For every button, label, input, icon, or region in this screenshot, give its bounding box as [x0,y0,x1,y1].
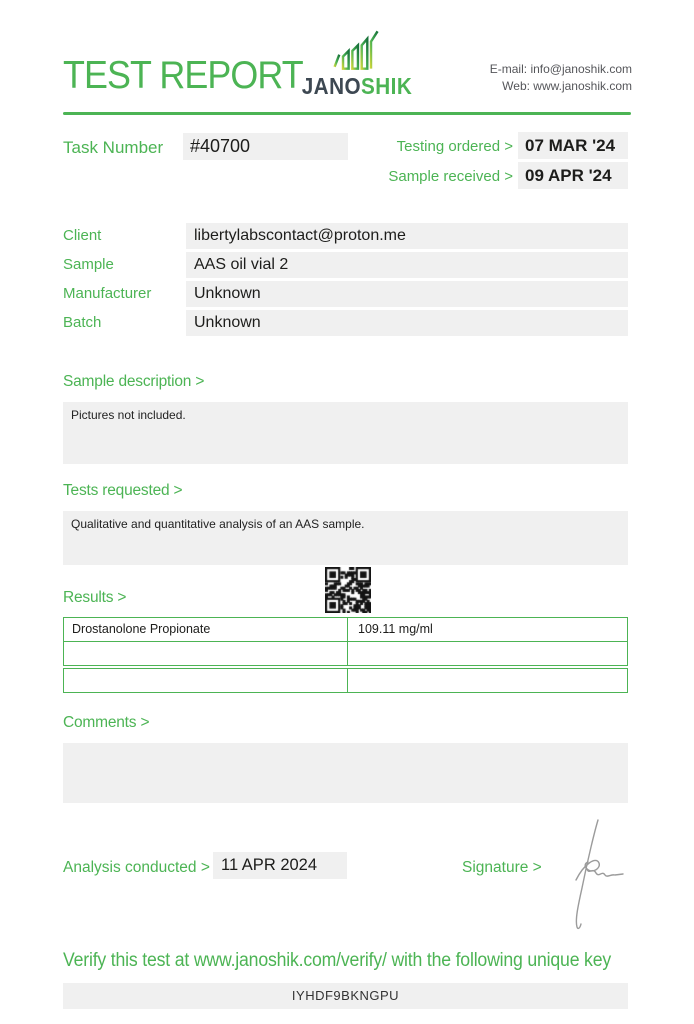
unique-key-value: IYHDF9BKNGPU [63,983,628,1009]
table-row [63,617,628,642]
contact-info [490,61,632,95]
sample-received-value: 09 APR '24 [518,162,628,189]
signature-image [552,814,630,936]
header-divider [63,112,631,115]
testing-ordered-value: 07 MAR '24 [518,132,628,159]
result-cell: 109.11 mg/ml [358,622,433,636]
table-row [63,668,628,693]
analysis-date-value: 11 APR 2024 [213,852,347,879]
brand-name-right: SHIK [361,73,413,99]
signature-label: Signature > [462,859,542,876]
table-row [63,641,628,666]
web-value: www.janoshik.com [533,79,632,93]
sample-description-heading: Sample description > [63,373,205,390]
brand-name [299,73,416,100]
analyte-cell [64,642,348,665]
comments-heading: Comments > [63,714,150,731]
page-title: TEST REPORT [63,54,303,97]
tests-requested-heading: Tests requested > [63,482,183,499]
sample-label: Sample [63,256,114,273]
brand-name-left: JANO [301,73,362,99]
sample-description-box: Pictures not included. [63,402,628,464]
manufacturer-value: Unknown [186,281,628,307]
results-table [63,617,628,693]
email-value: info@janoshik.com [530,62,632,76]
email-label: E-mail: [489,62,528,76]
client-label: Client [63,227,102,244]
batch-value: Unknown [186,310,628,336]
comments-box [63,743,628,803]
tests-requested-box: Qualitative and quantitative analysis of an AAS sample. [63,511,628,565]
batch-label: Batch [63,314,102,331]
bar-chart-growth-icon [329,28,385,72]
sample-received-label: Sample received > [388,168,513,185]
contact-email-line [490,61,632,78]
result-cell [348,669,627,692]
testing-ordered-label: Testing ordered > [396,138,513,155]
result-cell [348,642,627,665]
sample-value: AAS oil vial 2 [186,252,628,278]
analyte-cell: Drostanolone Propionate [64,618,348,641]
client-value: libertylabscontact@proton.me [186,223,628,249]
results-heading: Results > [63,589,127,606]
task-number-label: Task Number [63,138,164,157]
task-number-value: #40700 [183,133,348,160]
analyte-cell [64,669,348,692]
contact-web-line [490,78,632,95]
brand-logo [292,28,422,100]
web-label: Web: [502,79,530,93]
verify-instruction: Verify this test at www.janoshik.com/verify/ with the following unique key [63,950,612,971]
manufacturer-label: Manufacturer [63,285,152,302]
analysis-conducted-label: Analysis conducted > [63,859,210,876]
qr-code [325,567,371,613]
